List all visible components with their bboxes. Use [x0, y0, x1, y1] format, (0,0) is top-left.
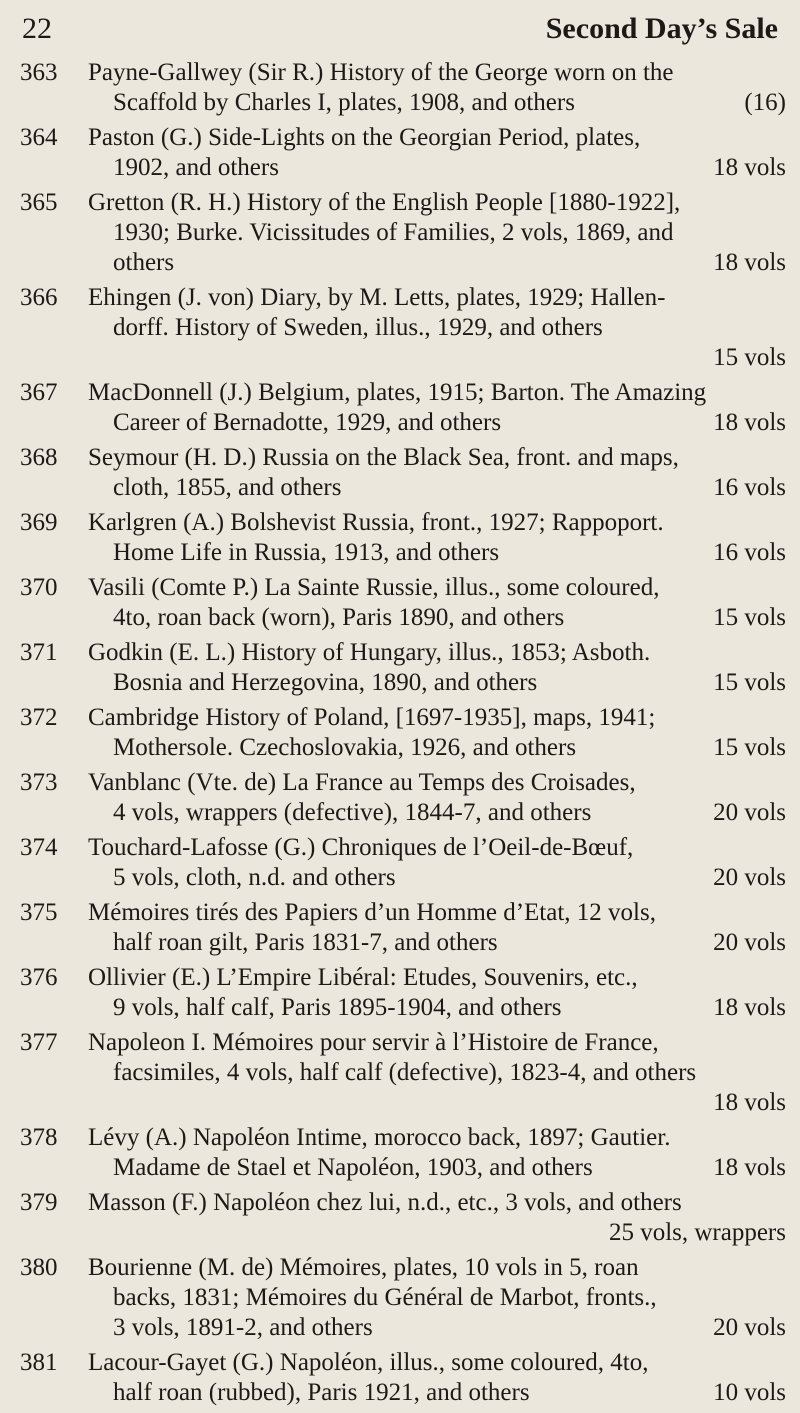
lot-entry	[0, 833, 800, 893]
lot-entry	[0, 898, 800, 958]
lot-description-line: Cambridge History of Poland, [1697-1935], maps, 1941;	[88, 704, 656, 731]
lot-number: 372	[20, 704, 58, 731]
lot-description-line	[88, 1153, 786, 1183]
lot-number: 373	[20, 769, 58, 796]
lot-number: 381	[20, 1349, 58, 1376]
lot-description-line	[88, 928, 786, 958]
lot-entry	[0, 963, 800, 1023]
lot-description-line	[88, 1378, 786, 1408]
lot-description-line	[88, 248, 786, 278]
lot-description-line: Paston (G.) Side-Lights on the Georgian Period, plates,	[88, 124, 641, 151]
lot-description-line: Lacour-Gayet (G.) Napoléon, illus., some coloured, 4to,	[88, 1349, 649, 1376]
lot-description-line: Godkin (E. L.) History of Hungary, illus., 1853; Asboth.	[88, 639, 651, 666]
lot-entry	[0, 638, 800, 698]
lot-description-line: Seymour (H. D.) Russia on the Black Sea, front. and maps,	[88, 444, 679, 471]
lot-description-line	[88, 538, 786, 568]
lot-number: 366	[20, 284, 58, 311]
lot-description-line: Vasili (Comte P.) La Sainte Russie, illus., some coloured,	[88, 574, 660, 601]
lot-description-text: Home Life in Russia, 1913, and others	[113, 539, 500, 566]
lot-description-line: 15 vols	[713, 344, 786, 371]
lot-number: 376	[20, 964, 58, 991]
lot-quantity: 20 vols	[713, 799, 786, 826]
lot-quantity: 15 vols	[713, 604, 786, 631]
lot-description-line	[88, 408, 786, 438]
lot-description-line	[88, 88, 786, 118]
lot-quantity: 18 vols	[713, 154, 786, 181]
lot-description-line: backs, 1831; Mémoires du Général de Marbot, fronts.,	[113, 1284, 657, 1311]
lot-quantity: 10 vols	[713, 1379, 786, 1406]
lot-quantity: 15 vols	[713, 734, 786, 761]
running-title: Second Day’s Sale	[545, 12, 778, 45]
lot-description-line: Masson (F.) Napoléon chez lui, n.d., etc., 3 vols, and others	[88, 1189, 682, 1216]
lot-number: 369	[20, 509, 58, 536]
lot-description-text: 4to, roan back (worn), Paris 1890, and others	[113, 604, 565, 631]
lot-description-line	[88, 668, 786, 698]
page-header	[0, 12, 800, 52]
page-number: 22	[22, 12, 52, 45]
lot-description-text: half roan gilt, Paris 1831-7, and others	[113, 929, 498, 956]
lot-entry	[0, 1253, 800, 1343]
lot-entry	[0, 123, 800, 183]
lot-entry	[0, 1123, 800, 1183]
lot-description-line	[88, 993, 786, 1023]
lot-description-line: Mémoires tirés des Papiers d’un Homme d’Etat, 12 vols,	[88, 899, 656, 926]
lot-entry	[0, 1348, 800, 1408]
lot-number: 377	[20, 1029, 58, 1056]
lot-number: 379	[20, 1189, 58, 1216]
lot-description-line	[88, 603, 786, 633]
lot-description-text: half roan (rubbed), Paris 1921, and others	[113, 1379, 530, 1406]
lot-number: 375	[20, 899, 58, 926]
lot-description-line	[88, 153, 786, 183]
lot-number: 371	[20, 639, 58, 666]
lot-entry	[0, 1028, 800, 1118]
lot-number: 374	[20, 834, 58, 861]
lot-description-line: Ollivier (E.) L’Empire Libéral: Etudes, Souvenirs, etc.,	[88, 964, 638, 991]
lot-number: 367	[20, 379, 58, 406]
lot-entry	[0, 768, 800, 828]
lot-description-text: 5 vols, cloth, n.d. and others	[113, 864, 396, 891]
lot-number: 370	[20, 574, 58, 601]
lot-quantity: 20 vols	[713, 1314, 786, 1341]
lot-quantity: 18 vols	[713, 994, 786, 1021]
lot-entry	[0, 573, 800, 633]
lot-entry	[0, 378, 800, 438]
lot-entry	[0, 58, 800, 118]
lot-entry	[0, 443, 800, 503]
lot-description-text: Mothersole. Czechoslovakia, 1926, and others	[113, 734, 577, 761]
lot-description-text: 1902, and others	[113, 154, 279, 181]
lot-number: 368	[20, 444, 58, 471]
lot-description-line: Ehingen (J. von) Diary, by M. Letts, plates, 1929; Hallen-	[88, 284, 666, 311]
lot-description-line	[88, 473, 786, 503]
lot-quantity: 15 vols	[713, 669, 786, 696]
lot-number: 363	[20, 59, 58, 86]
lot-number: 378	[20, 1124, 58, 1151]
lot-quantity: 16 vols	[713, 474, 786, 501]
lot-description-text: Career of Bernadotte, 1929, and others	[113, 409, 502, 436]
lot-description-text: Madame de Stael et Napoléon, 1903, and others	[113, 1154, 593, 1181]
lot-description-line	[88, 863, 786, 893]
lot-quantity: 18 vols	[713, 249, 786, 276]
lot-number: 364	[20, 124, 58, 151]
lot-description-line: 1930; Burke. Vicissitudes of Families, 2 vols, 1869, and	[113, 219, 674, 246]
lot-description-line: MacDonnell (J.) Belgium, plates, 1915; Barton. The Amazing	[88, 379, 707, 406]
lot-entry	[0, 283, 800, 373]
lot-list	[0, 58, 800, 1413]
lot-quantity: 18 vols	[713, 1154, 786, 1181]
lot-entry	[0, 188, 800, 278]
lot-entry	[0, 1188, 800, 1248]
lot-description-line	[88, 733, 786, 763]
lot-quantity: (16)	[744, 89, 786, 116]
lot-quantity: 16 vols	[713, 539, 786, 566]
lot-description-text: cloth, 1855, and others	[113, 474, 342, 501]
lot-description-line: Bourienne (M. de) Mémoires, plates, 10 vols in 5, roan	[88, 1254, 639, 1281]
lot-quantity: 20 vols	[713, 929, 786, 956]
lot-description-line: Napoleon I. Mémoires pour servir à l’Histoire de France,	[88, 1029, 659, 1056]
lot-quantity: 18 vols	[713, 409, 786, 436]
lot-description-text: Scaffold by Charles I, plates, 1908, and others	[113, 89, 575, 116]
lot-description-text: 9 vols, half calf, Paris 1895-1904, and others	[113, 994, 562, 1021]
lot-description-line: 18 vols	[713, 1089, 786, 1116]
lot-description-line: 25 vols, wrappers	[608, 1219, 786, 1246]
lot-description-line: Lévy (A.) Napoléon Intime, morocco back, 1897; Gautier.	[88, 1124, 671, 1151]
lot-entry	[0, 508, 800, 568]
lot-description-line: Gretton (R. H.) History of the English People [1880-1922],	[88, 189, 681, 216]
lot-description-line: Touchard-Lafosse (G.) Chroniques de l’Oeil-de-Bœuf,	[88, 834, 634, 861]
lot-quantity: 20 vols	[713, 864, 786, 891]
lot-number: 380	[20, 1254, 58, 1281]
lot-description-line: Payne-Gallwey (Sir R.) History of the George worn on the	[88, 59, 674, 86]
lot-description-line: dorff. History of Sweden, illus., 1929, and others	[113, 314, 603, 341]
lot-description-line	[88, 1313, 786, 1343]
lot-description-text: 3 vols, 1891-2, and others	[113, 1314, 373, 1341]
lot-description-text: 4 vols, wrappers (defective), 1844-7, and others	[113, 799, 592, 826]
lot-entry	[0, 703, 800, 763]
lot-description-line: Vanblanc (Vte. de) La France au Temps des Croisades,	[88, 769, 636, 796]
lot-description-line: Karlgren (A.) Bolshevist Russia, front., 1927; Rappoport.	[88, 509, 664, 536]
lot-number: 365	[20, 189, 58, 216]
lot-description-text: others	[113, 249, 175, 276]
lot-description-text: Bosnia and Herzegovina, 1890, and others	[113, 669, 538, 696]
lot-description-line	[88, 798, 786, 828]
lot-description-line: facsimiles, 4 vols, half calf (defective), 1823-4, and others	[113, 1059, 697, 1086]
